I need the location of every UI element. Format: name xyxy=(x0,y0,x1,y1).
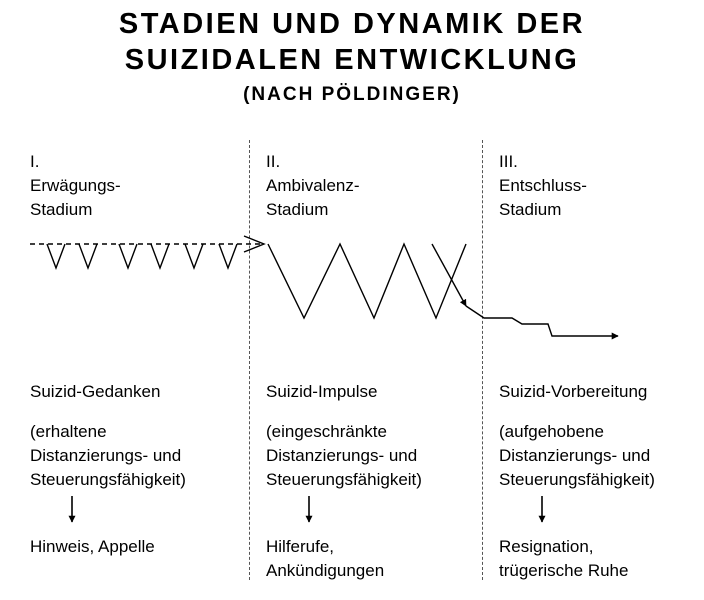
stage-1-tooth-1 xyxy=(47,244,65,268)
stage-1-outcome xyxy=(30,535,155,559)
stage-3-outcome xyxy=(499,535,628,583)
stage-3-outcome-line-1: Resignation, xyxy=(499,537,594,556)
divider-1-2 xyxy=(249,140,250,580)
stage-1-capacity xyxy=(30,420,186,492)
divider-2-3 xyxy=(482,140,483,580)
stage-1-capacity-line-1: (erhaltene xyxy=(30,422,107,441)
stage-2-header xyxy=(266,150,360,222)
stage-1-tooth-4 xyxy=(151,244,169,268)
stage-3-capacity xyxy=(499,420,655,492)
stage-1-name-line-2: Stadium xyxy=(30,200,93,219)
stage-1-numeral: I. xyxy=(30,152,40,171)
stage-1-tooth-2 xyxy=(79,244,97,268)
stage-3-capacity-line-3: Steuerungsfähigkeit) xyxy=(499,470,655,489)
stage-3-phenomenon: Suizid-Vorbereitung xyxy=(499,382,648,401)
stage-3-name-line-1: Entschluss- xyxy=(499,176,587,195)
stage-2-outcome xyxy=(266,535,384,583)
stage-1-tooth-6 xyxy=(219,244,237,268)
stage-1-outcome-line-1: Hinweis, Appelle xyxy=(30,537,155,556)
stage-2-capacity xyxy=(266,420,422,492)
stage-3-step-line xyxy=(466,306,618,336)
stage-2-outcome-line-2: Ankündigungen xyxy=(266,561,385,580)
stage-2-name-line-2: Stadium xyxy=(266,200,329,219)
stage-3-header xyxy=(499,150,587,222)
stage-3-name-line-2: Stadium xyxy=(499,200,562,219)
stage-1-tooth-5 xyxy=(185,244,203,268)
stage-1-open-arrowhead xyxy=(244,236,264,252)
stage-1-capacity-line-2: Distanzierungs- und xyxy=(30,446,182,465)
stage-2-capacity-line-3: Steuerungsfähigkeit) xyxy=(266,470,422,489)
stage-2-capacity-line-1: (eingeschränkte xyxy=(266,422,387,441)
stage-1-phenomenon: Suizid-Gedanken xyxy=(30,382,161,401)
stage-2-capacity-line-2: Distanzierungs- und xyxy=(266,446,418,465)
stage-2-phenomenon: Suizid-Impulse xyxy=(266,382,378,401)
stage-1-wave xyxy=(30,236,264,268)
title-line-2: SUIZIDALEN ENTWICKLUNG xyxy=(124,44,580,76)
stage-3-outcome-line-2: trügerische Ruhe xyxy=(499,561,629,580)
stage-3-capacity-line-2: Distanzierungs- und xyxy=(499,446,651,465)
stage-2-name-line-1: Ambivalenz- xyxy=(266,176,360,195)
subtitle: (NACH PÖLDINGER) xyxy=(243,84,461,105)
stage-1-name-line-1: Erwägungs- xyxy=(30,176,121,195)
stage-3-numeral: III. xyxy=(499,152,518,171)
stage-2-zigzag-descent xyxy=(432,244,466,306)
stage-1-capacity-line-3: Steuerungsfähigkeit) xyxy=(30,470,186,489)
stage-2-numeral: II. xyxy=(266,152,281,171)
stage-3-capacity-line-1: (aufgehobene xyxy=(499,422,604,441)
stage-1-header xyxy=(30,150,121,222)
stage-1-tooth-3 xyxy=(119,244,137,268)
stage-2-outcome-line-1: Hilferufe, xyxy=(266,537,335,556)
stage-2-zigzag xyxy=(268,244,466,318)
title-line-1: STADIEN UND DYNAMIK DER xyxy=(118,8,586,40)
